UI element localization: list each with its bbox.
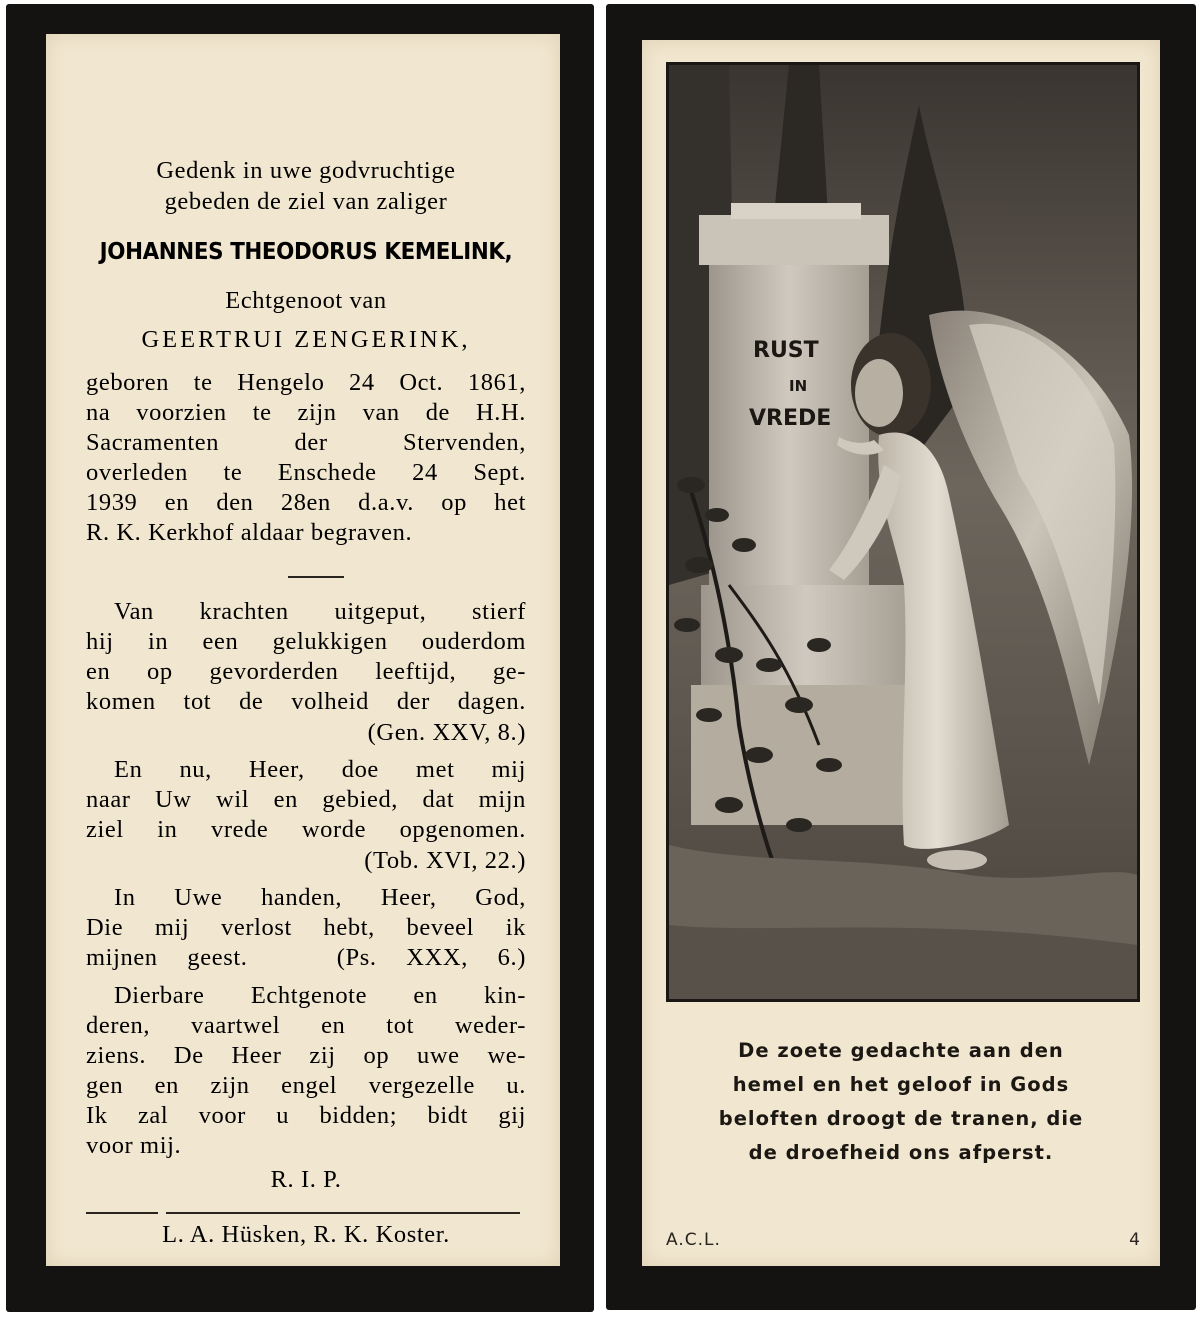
verse-line: mijnen geest. (Ps. XXX, 6.) bbox=[86, 944, 526, 971]
farewell-line: voor mij. bbox=[86, 1132, 182, 1159]
farewell-line: ziens. De Heer zij op uwe we- bbox=[86, 1042, 526, 1069]
card-paper-left bbox=[46, 34, 560, 1266]
verse-line: Die mij verlost hebt, beveel ik bbox=[86, 914, 526, 941]
spouse-label: Echtgenoot van bbox=[225, 287, 387, 314]
quote-line: de droefheid ons afperst. bbox=[748, 1141, 1054, 1164]
verse-line: komen tot de volheid der dagen. bbox=[86, 688, 526, 715]
farewell-line: deren, vaartwel en tot weder- bbox=[86, 1012, 526, 1039]
biography-line: 1939 en den 28en d.a.v. op het bbox=[86, 489, 526, 516]
intro-line-1: Gedenk in uwe godvruchtige bbox=[156, 157, 456, 184]
verse-line: En nu, Heer, doe met mij bbox=[114, 756, 526, 783]
farewell-line: gen en zijn engel vergezelle u. bbox=[86, 1072, 526, 1099]
koster-credit: L. A. Hüsken, R. K. Koster. bbox=[162, 1221, 450, 1248]
farewell-line: Dierbare Echtgenote en kin- bbox=[114, 982, 526, 1009]
intro-line-2: gebeden de ziel van zaliger bbox=[164, 188, 448, 215]
verse-line: ziel in vrede worde opgenomen. bbox=[86, 816, 526, 843]
angel-at-grave-picture bbox=[669, 65, 1137, 999]
angel-picture-frame bbox=[666, 62, 1140, 1002]
inscription-in: IN bbox=[789, 377, 808, 395]
verse-reference: (Tob. XVI, 22.) bbox=[364, 847, 526, 874]
verse-line: Van krachten uitgeput, stierf bbox=[114, 598, 526, 625]
footer-divider bbox=[166, 1212, 520, 1214]
publisher-mark: A.C.L. bbox=[666, 1230, 721, 1250]
farewell-line: Ik zal voor u bidden; bidt gij bbox=[86, 1102, 526, 1129]
memorial-card-text-side bbox=[6, 4, 594, 1312]
verse-line: naar Uw wil en gebied, dat mijn bbox=[86, 786, 526, 813]
inscription-rust: RUST bbox=[753, 338, 819, 363]
biography-line: Sacramenten der Stervenden, bbox=[86, 429, 526, 456]
verse-line: hij in een gelukkigen ouderdom bbox=[86, 628, 526, 655]
quote-line: hemel en het geloof in Gods bbox=[732, 1073, 1070, 1096]
inscription-vrede: VREDE bbox=[749, 406, 832, 431]
quote-line: De zoete gedachte aan den bbox=[738, 1039, 1064, 1062]
verse-reference: (Gen. XXV, 8.) bbox=[367, 719, 526, 746]
biography-line: na voorzien te zijn van de H.H. bbox=[86, 399, 526, 426]
verse-line: en op gevorderden leeftijd, ge- bbox=[86, 658, 526, 685]
verse-line: In Uwe handen, Heer, God, bbox=[114, 884, 526, 911]
spouse-name: GEERTRUI ZENGERINK, bbox=[141, 326, 471, 353]
biography-line: R. K. Kerkhof aldaar begraven. bbox=[86, 519, 413, 546]
quote-line: beloften droogt de tranen, die bbox=[718, 1107, 1084, 1130]
memorial-card-image-side bbox=[606, 4, 1196, 1310]
biography-line: geboren te Hengelo 24 Oct. 1861, bbox=[86, 369, 526, 396]
footer-divider bbox=[86, 1212, 158, 1214]
section-divider bbox=[288, 576, 344, 578]
card-number: 4 bbox=[1129, 1230, 1140, 1250]
card-paper-right bbox=[642, 40, 1160, 1266]
rip-text: R. I. P. bbox=[270, 1166, 342, 1193]
biography-line: overleden te Enschede 24 Sept. bbox=[86, 459, 526, 486]
deceased-name: JOHANNES THEODORUS KEMELINK, bbox=[99, 239, 513, 265]
